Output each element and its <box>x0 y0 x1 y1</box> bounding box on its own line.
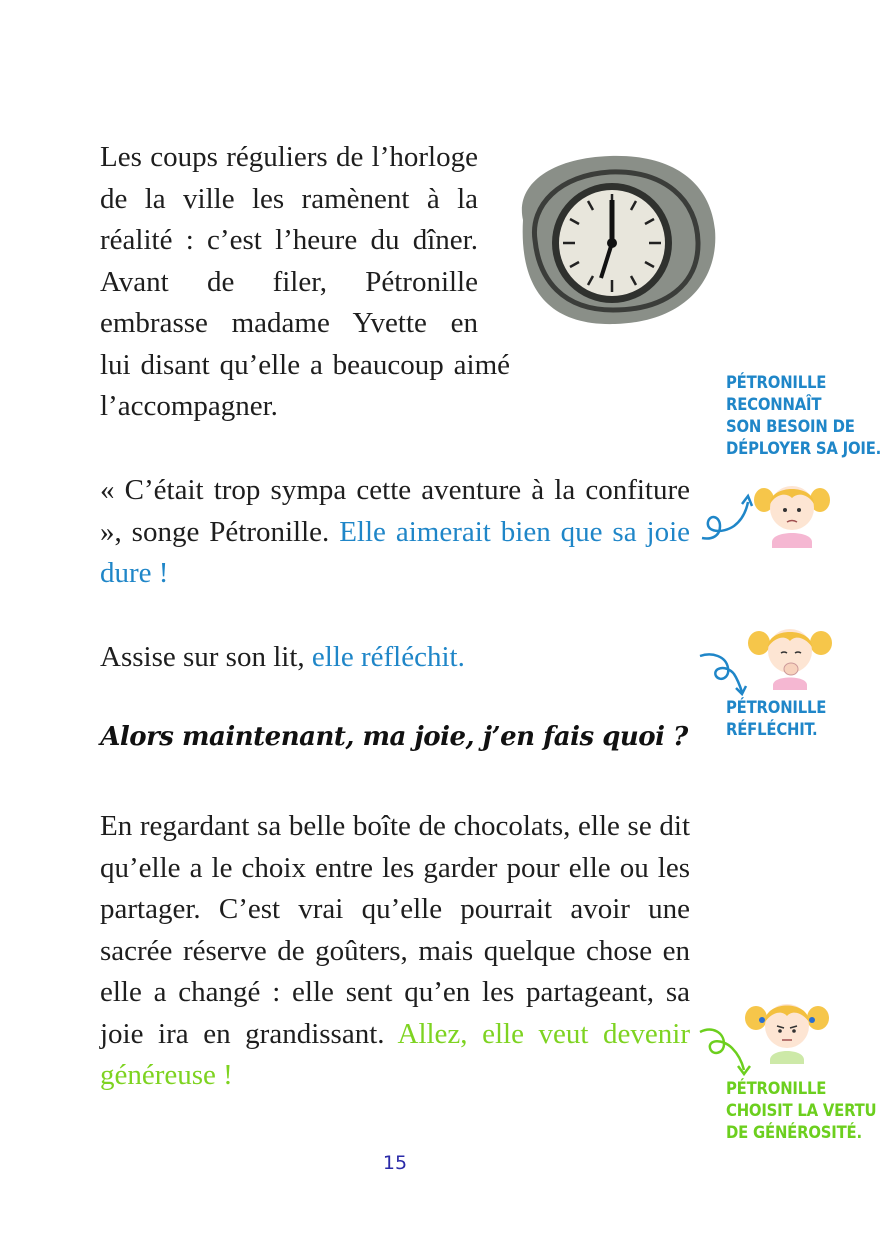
margin-note-1-line: RECONNAÎT <box>726 395 822 414</box>
paragraph-4-body: En regardant sa belle boîte de chocolats, elle se dit qu’elle a le choix entre les garder pour elle ou les partager. C’est vrai qu’elle pourrait avoir une sacrée réserve de goûters, mais quelque chose en elle a changé : elle sent qu’en les partageant, sa joie ira en grandissant. <box>100 810 690 1050</box>
section-heading: Alors maintenant, ma joie, j’en fais quoi ? <box>100 722 688 752</box>
curly-arrow-blue-1-icon <box>700 490 760 550</box>
paragraph-4 <box>100 806 690 1097</box>
margin-note-3 <box>726 1078 876 1144</box>
paragraph-2-highlight: Elle aimerait bien que sa joie dure ! <box>100 515 691 589</box>
paragraph-3-highlight: elle réfléchit. <box>311 641 465 673</box>
paragraph-1-wrapped-part: Les coups réguliers de l’horloge de la ville les ramènent à la réalité : c’est l’heure du dîner. Avant de filer, Pétronille embrasse madame Yvette en <box>100 141 478 339</box>
paragraph-2 <box>100 470 690 595</box>
paragraph-1-text <box>100 137 510 428</box>
margin-note-3-line: PÉTRONILLE <box>726 1079 827 1098</box>
margin-note-2-line: PÉTRONILLE <box>726 698 827 717</box>
paragraph-2-body: « C’était trop sympa cette aventure à la confiture », songe Pétronille. <box>100 474 690 548</box>
paragraph-4-highlight: Allez, elle veut devenir généreuse ! <box>100 1017 691 1091</box>
margin-note-2-line: RÉFLÉCHIT. <box>726 720 818 739</box>
margin-note-3-line: DE GÉNÉROSITÉ. <box>726 1123 862 1142</box>
girl-thinking-illustration <box>745 615 835 690</box>
curly-arrow-green-icon <box>698 1022 753 1077</box>
page-number: 15 <box>382 1152 408 1174</box>
paragraph-1-full-part: lui disant qu’elle a beaucoup aimé l’accompagner. <box>100 348 510 422</box>
paragraph-3 <box>100 637 690 679</box>
margin-note-1 <box>726 372 881 460</box>
curly-arrow-blue-2-icon <box>698 650 748 695</box>
girl-worried-illustration <box>752 470 832 548</box>
margin-note-1-line: PÉTRONILLE <box>726 373 827 392</box>
margin-note-3-line: CHOISIT LA VERTU <box>726 1101 877 1120</box>
paragraph-3-body: Assise sur son lit, <box>100 641 305 673</box>
margin-note-1-line: DÉPLOYER SA JOIE. <box>726 439 882 458</box>
girl-determined-illustration <box>742 986 832 1064</box>
clock-illustration <box>505 150 720 330</box>
margin-note-2 <box>726 697 826 741</box>
margin-note-1-line: SON BESOIN DE <box>726 417 855 436</box>
